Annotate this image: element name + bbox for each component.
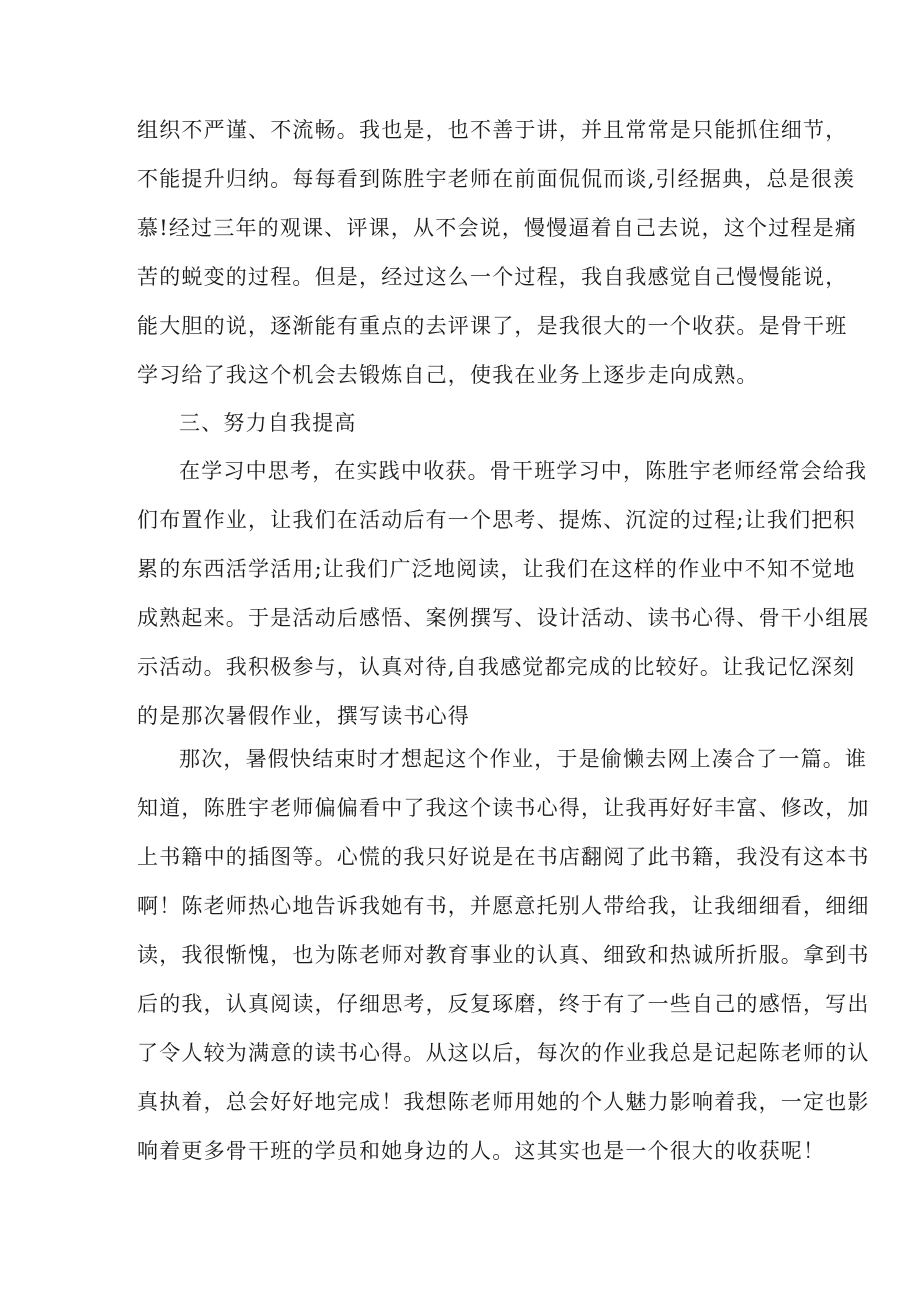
paragraph-1-line-1: 组织不严谨、不流畅。我也是，也不善于讲，并且常常是只能抓住细节， bbox=[137, 118, 848, 142]
paragraph-2-line-1: 在学习中思考，在实践中收获。骨干班学习中，陈胜宇老师经常会给我 bbox=[179, 459, 868, 483]
paragraph-1-line-6: 学习给了我这个机会去锻炼自己，使我在业务上逐步走向成熟。 bbox=[137, 363, 759, 387]
paragraph-1-line-2: 不能提升归纳。每每看到陈胜宇老师在前面侃侃而谈,引经据典，总是很羡 bbox=[137, 167, 856, 191]
paragraph-3-line-6: 后的我，认真阅读，仔细思考，反复琢磨，终于有了一些自己的感悟，写出 bbox=[137, 992, 870, 1016]
paragraph-2-line-2: 们布置作业，让我们在活动后有一个思考、提炼、沉淀的过程;让我们把积 bbox=[137, 508, 856, 532]
paragraph-2-line-3: 累的东西活学活用;让我们广泛地阅读，让我们在这样的作业中不知不觉地 bbox=[137, 557, 856, 581]
paragraph-2-line-6: 的是那次暑假作业，撰写读书心得 bbox=[137, 704, 470, 728]
section-heading: 三、努力自我提高 bbox=[179, 411, 357, 435]
paragraph-1-line-4: 苦的蜕变的过程。但是，经过这么一个过程，我自我感觉自己慢慢能说， bbox=[137, 265, 848, 289]
paragraph-1-line-5: 能大胆的说，逐渐能有重点的去评课了，是我很大的一个收获。是骨干班 bbox=[137, 314, 848, 338]
paragraph-3-line-9: 响着更多骨干班的学员和她身边的人。这其实也是一个很大的收获呢！ bbox=[137, 1139, 826, 1163]
paragraph-3-line-8: 真执着，总会好好地完成！我想陈老师用她的个人魅力影响着我，一定也影 bbox=[137, 1090, 870, 1114]
paragraph-3-line-5: 读，我很惭愧，也为陈老师对教育事业的认真、细致和热诚所折服。拿到书 bbox=[137, 943, 870, 967]
paragraph-3-line-4: 啊！陈老师热心地告诉我她有书，并愿意托别人带给我，让我细细看，细细 bbox=[137, 894, 870, 918]
paragraph-3-line-7: 了令人较为满意的读书心得。从这以后，每次的作业我总是记起陈老师的认 bbox=[137, 1041, 870, 1065]
paragraph-1-line-3: 慕!经过三年的观课、评课，从不会说，慢慢逼着自己去说，这个过程是痛 bbox=[137, 216, 858, 240]
paragraph-2-line-4: 成熟起来。于是活动后感悟、案例撰写、设计活动、读书心得、骨干小组展 bbox=[137, 606, 870, 630]
paragraph-3-line-2: 知道，陈胜宇老师偏偏看中了我这个读书心得，让我再好好丰富、修改，加 bbox=[137, 796, 870, 820]
paragraph-2-line-5: 示活动。我积极参与，认真对待,自我感觉都完成的比较好。让我记忆深刻 bbox=[137, 655, 856, 679]
paragraph-3-line-3: 上书籍中的插图等。心慌的我只好说是在书店翻阅了此书籍，我没有这本书 bbox=[137, 845, 870, 869]
paragraph-3-line-1: 那次，暑假快结束时才想起这个作业，于是偷懒去网上凑合了一篇。谁 bbox=[179, 747, 868, 771]
